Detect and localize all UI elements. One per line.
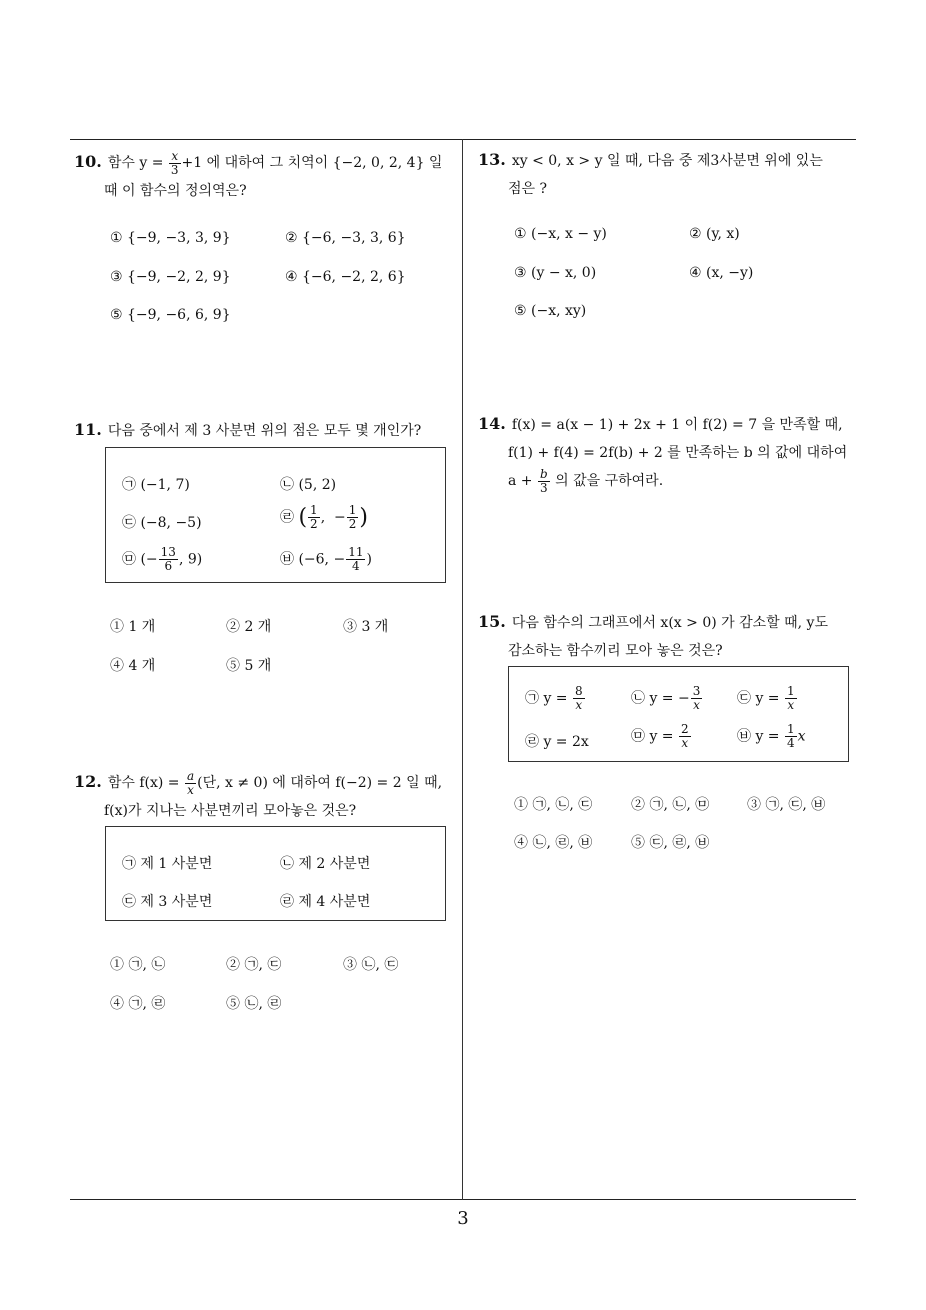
- q15-c-label: ㉢ y =: [737, 690, 780, 707]
- q11-item-d-label: ㉣: [280, 509, 294, 526]
- q12-frac-num: a: [186, 768, 195, 783]
- q11-box: [105, 447, 446, 583]
- q12-item-a: ㉠ 제 1 사분면: [122, 856, 213, 872]
- q10-number: 10.: [74, 152, 102, 171]
- q15-a-num: 8: [575, 684, 583, 698]
- q15-c-num: 1: [787, 684, 795, 698]
- q15-f-den: 4: [787, 736, 795, 750]
- q10-option-1[interactable]: ① {−9, −3, 3, 9}: [110, 230, 231, 246]
- top-rule: [70, 139, 856, 140]
- q15-option-5[interactable]: ⑤ ㉢, ㉣, ㉥: [631, 835, 710, 851]
- q13-line1: xy < 0, x > y 일 때, 다음 중 제3사분면 위에 있는: [511, 153, 823, 169]
- q10-frac-den: 3: [170, 162, 179, 177]
- q14-line1: f(x) = a(x − 1) + 2x + 1 이 f(2) = 7 을 만족할 때,: [511, 417, 843, 433]
- column-divider: [462, 139, 463, 1200]
- question-13: [478, 146, 858, 203]
- q13-option-5[interactable]: ⑤ (−x, xy): [514, 303, 587, 319]
- bottom-rule: [70, 1199, 856, 1200]
- q15-item-c: [737, 685, 798, 712]
- q12-option-5[interactable]: ⑤ ㉡, ㉣: [226, 996, 282, 1012]
- q15-item-a: [525, 685, 586, 712]
- q12-option-3[interactable]: ③ ㉡, ㉢: [343, 957, 399, 973]
- q11-item-c: ㉢ (−8, −5): [122, 515, 202, 531]
- q13-option-3[interactable]: ③ (y − x, 0): [514, 265, 597, 281]
- q15-f-num: 1: [787, 722, 795, 736]
- q11-e-frac-den: 6: [164, 559, 173, 573]
- q15-e-num: 2: [681, 722, 689, 736]
- q11-item-f-label: ㉥ (−6, −: [280, 551, 346, 568]
- q11-option-5[interactable]: ⑤ 5 개: [226, 658, 272, 674]
- q12-option-4[interactable]: ④ ㉠, ㉣: [110, 996, 166, 1012]
- q10-line1: [74, 148, 458, 177]
- q15-c-den: x: [787, 698, 795, 712]
- q14-text-a: a +: [508, 473, 533, 489]
- q15-item-b: [631, 685, 703, 712]
- page-number: 3: [457, 1208, 469, 1229]
- q11-e-frac-num: 13: [160, 545, 176, 559]
- q14-line3: [478, 467, 858, 495]
- q11-d-frac1-num: 1: [310, 503, 318, 517]
- q10-frac-num: x: [169, 150, 181, 164]
- q12-item-b: ㉡ 제 2 사분면: [280, 856, 371, 872]
- q14-frac-num: b: [539, 466, 548, 481]
- q14-text-b: 의 값을 구하여라.: [555, 473, 664, 489]
- q11-line1: 다음 중에서 제 3 사분면 위의 점은 모두 몇 개인가?: [107, 423, 422, 439]
- q11-f-post: ): [366, 551, 372, 568]
- q15-e-den: x: [681, 736, 689, 750]
- q15-line2: 감소하는 함수끼리 모아 놓은 것은?: [508, 643, 723, 659]
- q12-number: 12.: [74, 772, 102, 791]
- q15-option-1[interactable]: ① ㉠, ㉡, ㉢: [514, 797, 593, 813]
- q10-line2: 때 이 함수의 정의역은?: [104, 183, 247, 199]
- q11-option-2[interactable]: ② 2 개: [226, 619, 272, 635]
- q13-line2: 점은 ?: [508, 181, 548, 197]
- q12-line2: f(x)가 지나는 사분면끼리 모아놓은 것은?: [104, 803, 357, 819]
- q13-number: 13.: [478, 150, 506, 169]
- question-10: [74, 148, 458, 205]
- q10-option-3[interactable]: ③ {−9, −2, 2, 9}: [110, 269, 231, 285]
- q15-f-label: ㉥ y =: [737, 728, 780, 745]
- q15-a-den: x: [575, 698, 583, 712]
- q11-d-frac1-den: 2: [310, 517, 318, 531]
- q10-option-5[interactable]: ⑤ {−9, −6, 6, 9}: [110, 307, 231, 323]
- q15-option-3[interactable]: ③ ㉠, ㉢, ㉥: [747, 797, 826, 813]
- q14-number: 14.: [478, 414, 506, 433]
- q11-d-frac2-den: 2: [348, 517, 357, 531]
- q13-option-4[interactable]: ④ (x, −y): [689, 265, 754, 281]
- q11-e-post: , 9): [178, 551, 203, 568]
- q11-d-frac2-num: 1: [348, 503, 357, 517]
- q12-text-b: (단, x ≠ 0) 에 대하여 f(−2) = 2 일 때,: [197, 775, 443, 791]
- question-14: [478, 410, 858, 495]
- q15-e-label: ㉤ y =: [631, 728, 674, 745]
- q11-item-e: [122, 546, 202, 573]
- q12-frac-den: x: [187, 782, 194, 797]
- q12-option-1[interactable]: ① ㉠, ㉡: [110, 957, 166, 973]
- q15-item-f: [737, 723, 806, 750]
- q15-item-e: [631, 723, 692, 750]
- q11-item-f: [280, 546, 372, 573]
- question-15: [478, 608, 858, 665]
- q10-text-b: +1 에 대하여 그 치역이 {−2, 0, 2, 4} 일: [181, 155, 443, 171]
- q12-item-c: ㉢ 제 3 사분면: [122, 894, 213, 910]
- q15-b-label: ㉡ y = −: [631, 690, 690, 707]
- q15-item-d: ㉣ y = 2x: [525, 734, 589, 750]
- q12-text-a: 함수 f(x) =: [107, 775, 180, 791]
- q11-f-frac-den: 4: [352, 559, 360, 573]
- q11-option-4[interactable]: ④ 4 개: [110, 658, 156, 674]
- q11-item-d: ㉣ ( $\frac{1}{2}$ , − $\frac{1}{2}$ ): [280, 503, 369, 531]
- q14-line2: f(1) + f(4) = 2f(b) + 2 를 만족하는 b 의 값에 대하여: [508, 445, 848, 461]
- q15-box: [508, 666, 849, 762]
- q11-item-e-label: ㉤ (−: [122, 551, 158, 568]
- q11-f-frac-num: 11: [348, 545, 364, 559]
- q12-fraction: [185, 770, 196, 797]
- q11-option-3[interactable]: ③ 3 개: [343, 619, 389, 635]
- q10-text-a: 함수 y =: [107, 155, 164, 171]
- q11-item-b: ㉡ (5, 2): [280, 477, 337, 493]
- q13-option-2[interactable]: ② (y, x): [689, 226, 740, 242]
- q11-option-1[interactable]: ① 1 개: [110, 619, 156, 635]
- q12-box: [105, 826, 446, 921]
- q15-option-4[interactable]: ④ ㉡, ㉣, ㉥: [514, 835, 593, 851]
- q11-number: 11.: [74, 420, 102, 439]
- q10-fraction: [169, 150, 181, 177]
- q10-option-4[interactable]: ④ {−6, −2, 2, 6}: [285, 269, 406, 285]
- q15-number: 15.: [478, 612, 506, 631]
- q13-option-1[interactable]: ① (−x, x − y): [514, 226, 607, 242]
- q11-item-a: ㉠ (−1, 7): [122, 477, 190, 493]
- q14-frac-den: 3: [540, 480, 548, 495]
- q14-fraction: [538, 468, 550, 495]
- q15-line1: 다음 함수의 그래프에서 x(x > 0) 가 감소할 때, y도: [511, 615, 828, 631]
- question-11: [74, 416, 458, 445]
- q15-option-2[interactable]: ② ㉠, ㉡, ㉤: [631, 797, 710, 813]
- q12-option-2[interactable]: ② ㉠, ㉢: [226, 957, 282, 973]
- q15-a-label: ㉠ y =: [525, 690, 568, 707]
- q15-b-num: 3: [692, 684, 701, 698]
- q15-b-den: x: [693, 698, 700, 712]
- q15-f-post: x: [797, 728, 806, 745]
- question-12: [74, 768, 458, 825]
- q12-item-d: ㉣ 제 4 사분면: [280, 894, 371, 910]
- q10-option-2[interactable]: ② {−6, −3, 3, 6}: [285, 230, 406, 246]
